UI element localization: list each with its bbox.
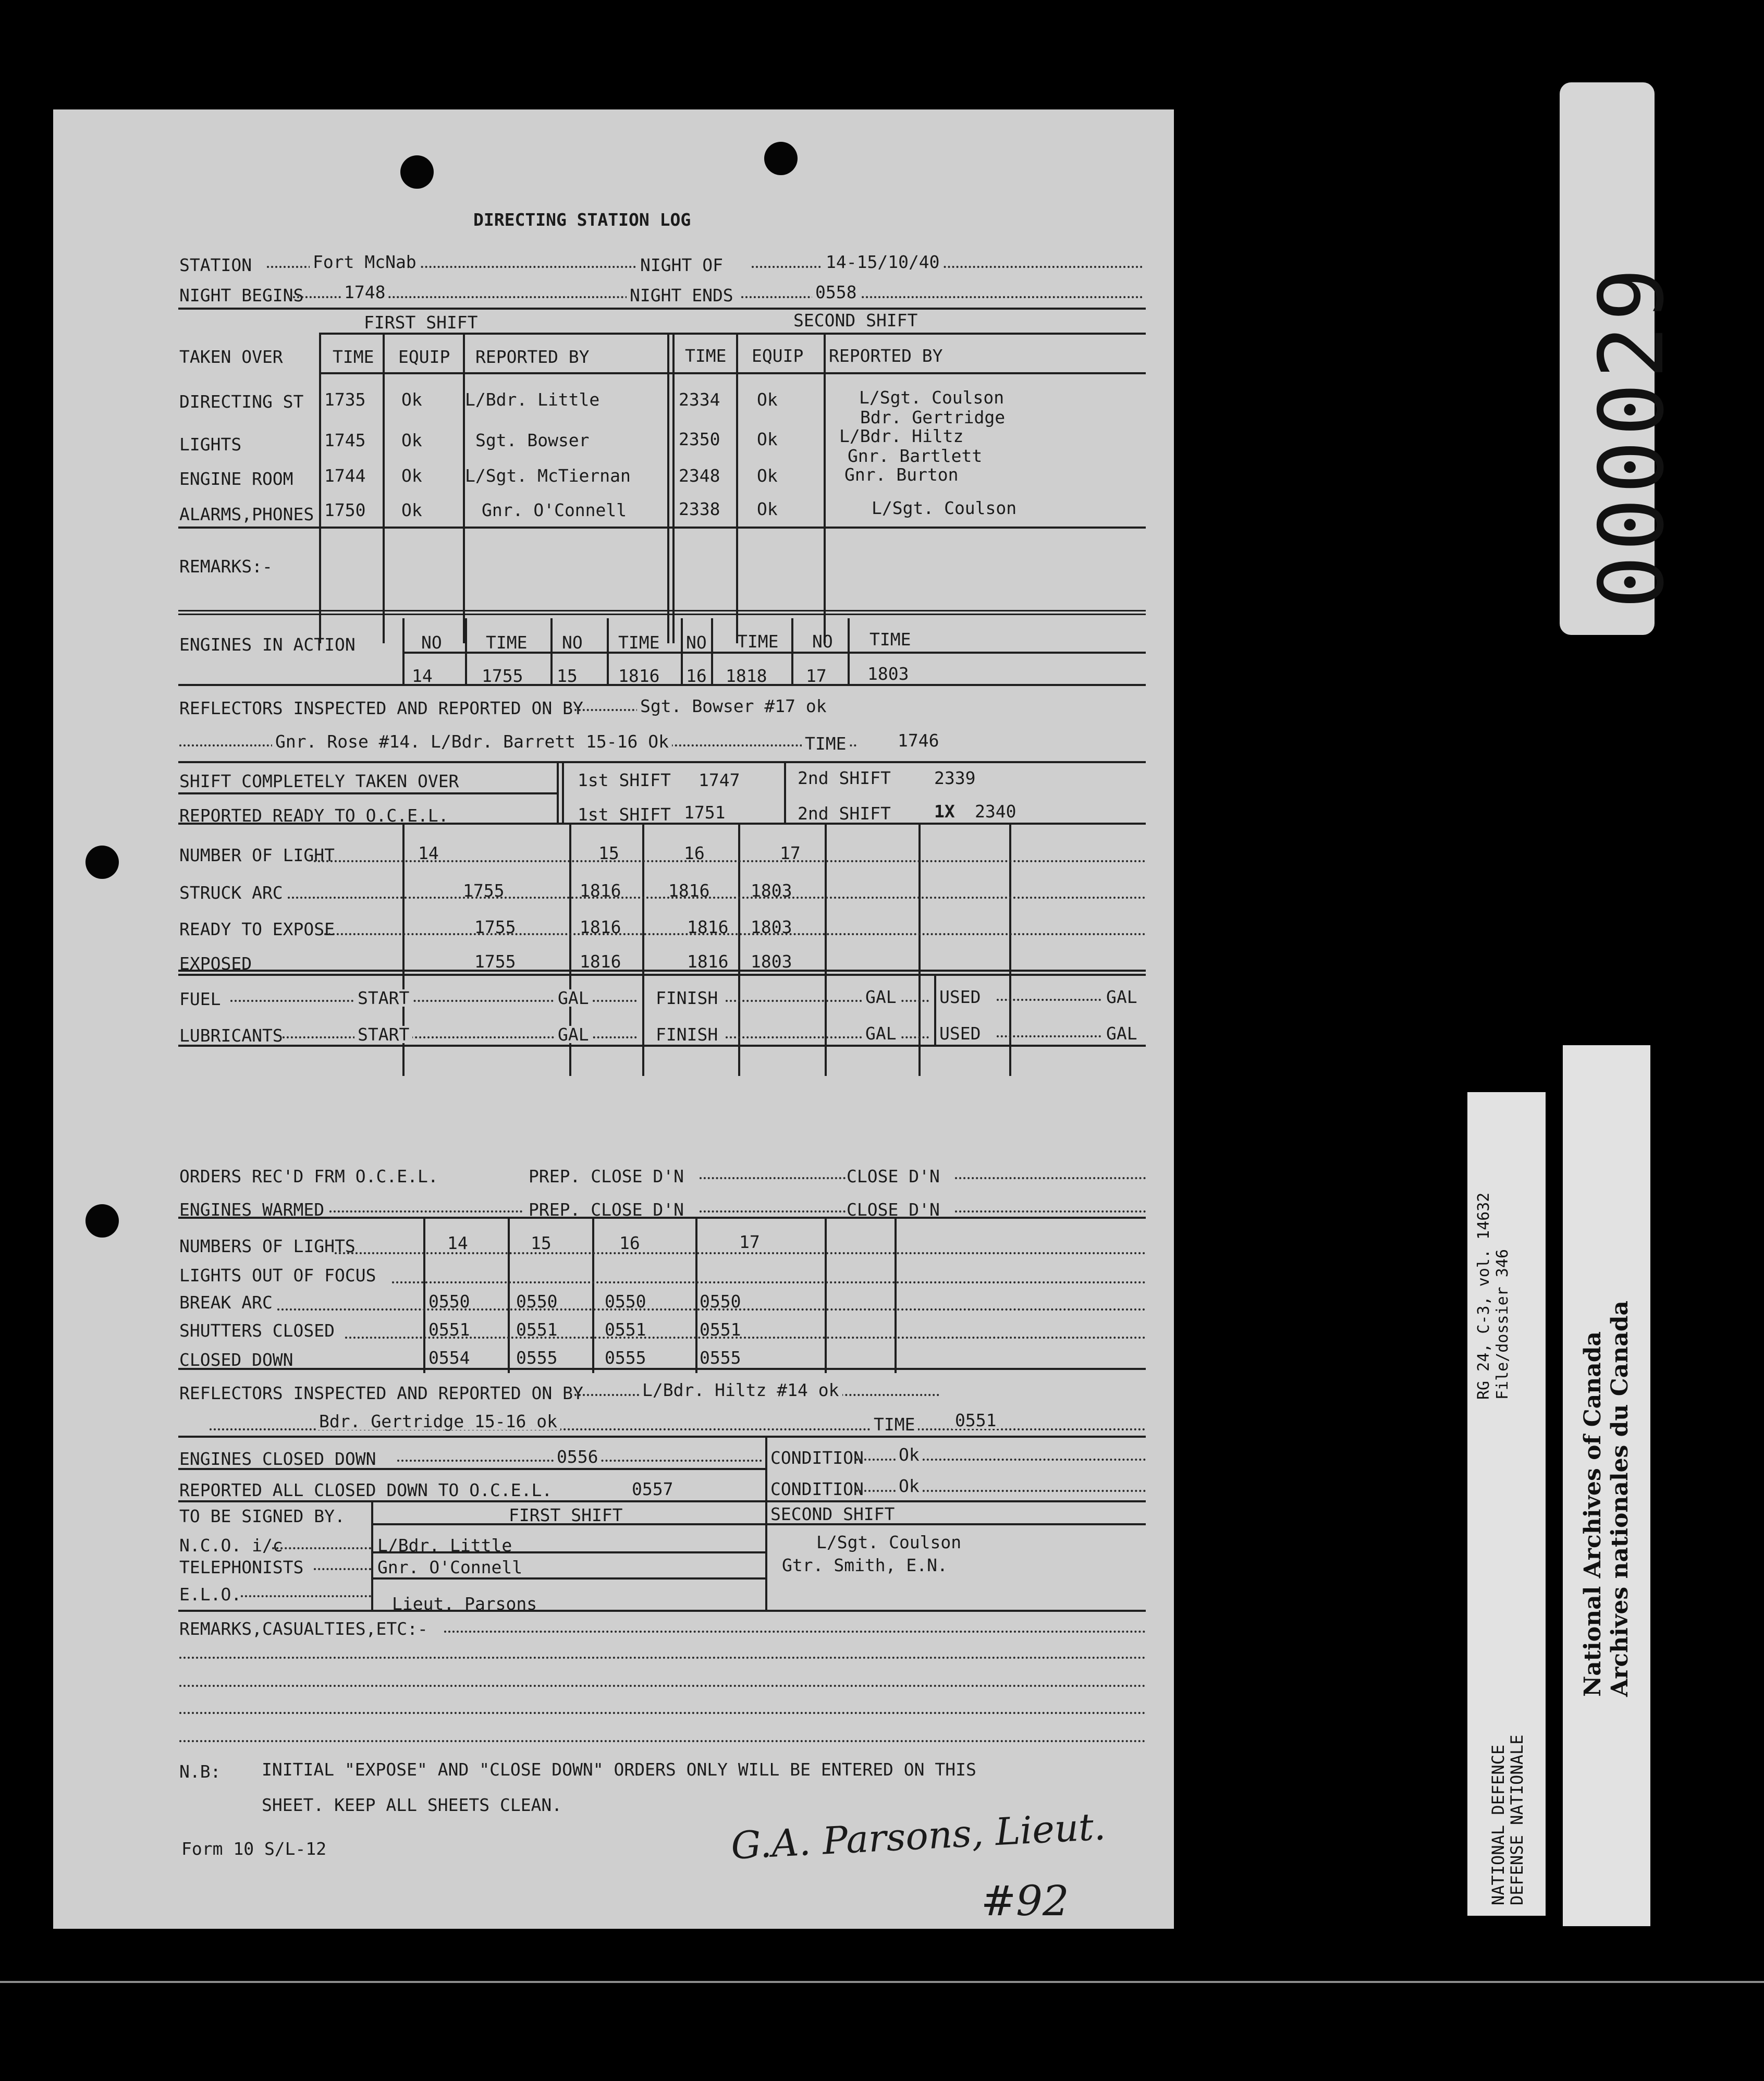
engine-time: 1803 (867, 664, 909, 684)
second-shift-header: SECOND SHIFT (793, 310, 918, 330)
dotted-leader (324, 933, 1146, 935)
rule (178, 527, 1146, 529)
row-equip-1: Ok (401, 389, 422, 410)
dotted-leader (179, 1740, 1146, 1742)
close-cell: 0551 (605, 1319, 646, 1340)
rule (178, 823, 1146, 825)
reflectors-time-label: TIME (802, 735, 849, 752)
dotted-leader (997, 1035, 1101, 1037)
signed-label: TO BE SIGNED BY. (179, 1506, 345, 1526)
rule (178, 970, 1146, 972)
lights-cell: 1816 (687, 951, 729, 972)
close-cell: 14 (447, 1233, 468, 1253)
col-divider (383, 333, 385, 643)
col-divider (848, 618, 850, 684)
reflectors-2-label: REFLECTORS INSPECTED AND REPORTED ON BY (179, 1383, 583, 1403)
col-divider (711, 618, 713, 684)
dotted-leader (741, 296, 1143, 298)
signer-first: Gnr. O'Connell (377, 1557, 523, 1577)
second-shift-taken: 2339 (934, 768, 976, 788)
rule (178, 761, 1146, 763)
dotted-leader (997, 999, 1101, 1001)
frame-edge (0, 1981, 1764, 1983)
condition-1-value: Ok (896, 1446, 923, 1463)
rule (178, 1500, 1146, 1502)
row-equip-1: Ok (401, 430, 422, 450)
engine-no: 16 (686, 666, 707, 686)
log-sheet (53, 109, 1174, 1929)
department-fr: DEFENSE NATIONALE (1507, 1734, 1527, 1905)
row-time-2: 2338 (679, 499, 720, 519)
lights-cell: 1755 (474, 917, 516, 937)
reflectors-2-by: L/Bdr. Hiltz #14 ok (639, 1381, 842, 1399)
lights-cell: 1816 (668, 880, 710, 901)
dotted-leader (955, 1210, 1146, 1213)
rule (178, 792, 557, 794)
reference-file: File/dossier 346 (1493, 1249, 1512, 1400)
signer-label: N.C.O. i/c (179, 1535, 283, 1556)
engines-warmed-label: ENGINES WARMED (179, 1199, 325, 1220)
col-divider (672, 333, 675, 643)
dotted-leader (700, 1177, 846, 1179)
engine-no: 14 (412, 666, 433, 686)
reflectors-label: REFLECTORS INSPECTED AND REPORTED ON BY (179, 698, 583, 718)
fuel-gal-label: GAL (555, 989, 592, 1007)
col-divider (423, 1217, 425, 1373)
punch-hole (764, 142, 798, 175)
close-cell: 0554 (428, 1348, 470, 1368)
row-time-1: 1745 (324, 430, 366, 450)
close-cell: 0550 (428, 1291, 470, 1312)
rule (178, 610, 1146, 615)
col-time-2: TIME (685, 346, 727, 366)
lights-cell: 1816 (687, 917, 729, 937)
dotted-leader (288, 897, 1146, 899)
col-divider (824, 333, 826, 643)
lights-cell: 1816 (580, 951, 621, 972)
condition-1-label: CONDITION (770, 1448, 864, 1468)
close-cell: 0551 (516, 1319, 558, 1340)
reflectors-by: Sgt. Bowser #17 ok (637, 697, 830, 715)
dotted-leader (272, 1547, 371, 1549)
engines-closed-value: 0556 (554, 1448, 601, 1465)
form-number: Form 10 S/L-12 (181, 1839, 327, 1859)
lubricants-label: LUBRICANTS (179, 1025, 283, 1046)
col-divider (607, 618, 609, 684)
col-divider (465, 618, 467, 684)
close-cell: 0555 (605, 1348, 646, 1368)
sign-first-shift-header: FIRST SHIFT (509, 1505, 623, 1525)
dotted-leader (335, 1252, 1146, 1254)
engine-no: 17 (806, 666, 827, 686)
dotted-leader (955, 1177, 1146, 1179)
reflectors-by-2: Gnr. Rose #14. L/Bdr. Barrett 15-16 Ok (272, 733, 672, 750)
close-cell: 0551 (700, 1319, 741, 1340)
lights-cell: 1755 (474, 951, 516, 972)
close-cell: 0550 (516, 1291, 558, 1312)
col-divider (895, 1217, 897, 1373)
col-divider (765, 1436, 767, 1500)
row-reported-1: L/Bdr. Little (465, 389, 600, 410)
col-divider (592, 1217, 594, 1373)
row-time-2: 2334 (679, 389, 720, 410)
row-equip-1: Ok (401, 466, 422, 486)
station-value: Fort McNab (310, 253, 420, 271)
col-time-1: TIME (333, 347, 374, 367)
row-time-2: 2348 (679, 466, 720, 486)
nb-line-1: INITIAL "EXPOSE" AND "CLOSE DOWN" ORDERS ONLY WILL BE ENTERED ON THIS (262, 1759, 976, 1780)
nb-line-2: SHEET. KEEP ALL SHEETS CLEAN. (262, 1795, 562, 1815)
rule (319, 333, 1146, 335)
lights-cell: 17 (780, 843, 801, 863)
rule (178, 308, 1146, 310)
engines-warmed-prep-label: PREP. CLOSE D'N (529, 1199, 684, 1220)
shift-taken-label: SHIFT COMPLETELY TAKEN OVER (179, 771, 459, 791)
col-divider (463, 333, 465, 643)
row-equip-2: Ok (757, 499, 778, 519)
nb-label: N.B: (179, 1761, 221, 1782)
fuel-label: FUEL (179, 989, 221, 1009)
lights-cell: 14 (418, 843, 439, 863)
row-reported-1: Sgt. Bowser (475, 430, 590, 450)
remarks-casualties-label: REMARKS,CASUALTIES,ETC:- (179, 1619, 428, 1639)
department-en: NATIONAL DEFENCE (1488, 1744, 1508, 1905)
first-shift-ready-label: 1st SHIFT (578, 804, 671, 825)
lights-cell: 1803 (751, 917, 792, 937)
ready-strikeout: 1X (934, 801, 955, 822)
lights-row-label: NUMBER OF LIGHT (179, 845, 335, 865)
row-equip-2: Ok (757, 429, 778, 449)
close-cell: 15 (531, 1233, 552, 1253)
night-begins-value: 1748 (341, 284, 388, 301)
row-reported-2: L/Sgt. Coulson (872, 498, 1017, 518)
row-label: ENGINE ROOM (179, 469, 293, 489)
engine-no-header: NO (686, 632, 707, 653)
rule (178, 1045, 1146, 1047)
night-ends-value: 0558 (812, 284, 860, 301)
archives-name-en: National Archives of Canada (1579, 1331, 1606, 1697)
rule (371, 1523, 1146, 1525)
rule (178, 1468, 765, 1470)
col-equip-2: EQUIP (752, 346, 804, 366)
dotted-leader (179, 1712, 1146, 1714)
engine-time-header: TIME (869, 629, 911, 650)
row-reported-2b: Gnr. Bartlett (848, 446, 983, 466)
dotted-leader (314, 1568, 371, 1570)
row-time-1: 1750 (324, 500, 366, 520)
orders-prep-close-label: PREP. CLOSE D'N (529, 1166, 684, 1186)
signer-second: L/Sgt. Coulson (816, 1532, 962, 1552)
dotted-leader (329, 1210, 522, 1213)
row-time-1: 1735 (324, 389, 366, 410)
engine-no: 15 (557, 666, 578, 686)
close-cell: 0550 (605, 1291, 646, 1312)
row-reported-1: Gnr. O'Connell (482, 500, 627, 520)
lights-cell: 15 (598, 843, 619, 863)
dotted-leader (179, 1685, 1146, 1687)
rule (402, 652, 1146, 654)
second-shift-ready-label: 2nd SHIFT (798, 803, 891, 824)
col-divider (765, 1500, 767, 1610)
close-cell: 0551 (428, 1319, 470, 1340)
dotted-leader (345, 1337, 1146, 1339)
lubricants-start-label: START (354, 1026, 412, 1043)
col-equip-1: EQUIP (398, 347, 450, 367)
rule (178, 1610, 1146, 1612)
engine-no-header: NO (421, 632, 442, 653)
second-shift-ready: 2340 (975, 801, 1016, 822)
first-shift-taken: 1747 (699, 770, 740, 790)
engine-no-header: NO (562, 632, 583, 653)
close-cell: 0555 (516, 1348, 558, 1368)
station-label: STATION (179, 255, 252, 275)
dotted-leader (752, 266, 1143, 268)
lights-cell: 1803 (751, 880, 792, 901)
rule (178, 1436, 1146, 1438)
orders-label: ORDERS REC'D FRM O.C.E.L. (179, 1166, 438, 1186)
close-cell: 17 (739, 1232, 760, 1252)
first-shift-taken-label: 1st SHIFT (578, 770, 671, 790)
reflectors-2-time-label: TIME (871, 1416, 918, 1433)
night-of-value: 14-15/10/40 (823, 253, 943, 271)
dotted-leader (277, 1308, 1146, 1311)
punch-hole (85, 1204, 119, 1238)
lights-row-label: STRUCK ARC (179, 883, 283, 903)
signer-first: L/Bdr. Little (377, 1535, 512, 1556)
fuel-finish-label: FINISH (653, 989, 721, 1007)
col-divider (825, 1217, 827, 1373)
lights-row-label: EXPOSED (179, 953, 252, 974)
col-divider (934, 975, 936, 1045)
row-reported-1: L/Sgt. McTiernan (465, 466, 631, 486)
frame-counter (1560, 82, 1684, 635)
orders-close-label: CLOSE D'N (847, 1166, 940, 1186)
fuel-start-label: START (354, 989, 412, 1007)
dotted-leader (179, 1657, 1146, 1659)
row-label: LIGHTS (179, 434, 242, 455)
reported-ready-label: REPORTED READY TO O.C.E.L. (179, 805, 449, 826)
col-divider (508, 1217, 510, 1373)
col-divider (371, 1500, 373, 1610)
engine-time: 1816 (618, 666, 660, 686)
fuel-gal-label: GAL (862, 988, 900, 1006)
col-divider (736, 333, 738, 643)
rule (371, 1577, 765, 1580)
dotted-leader (444, 1631, 1146, 1633)
dotted-leader (241, 1595, 371, 1597)
night-begins-label: NIGHT BEGINS (179, 285, 304, 305)
engines-label: ENGINES IN ACTION (179, 634, 356, 655)
dotted-leader (700, 1210, 846, 1213)
lubricants-finish-label: FINISH (653, 1026, 721, 1043)
signer-second: Gtr. Smith, E.N. (782, 1555, 948, 1575)
first-shift-ready: 1751 (684, 802, 726, 823)
close-cell: 16 (619, 1233, 640, 1253)
col-divider (667, 333, 669, 643)
row-reported-2b: Bdr. Gertridge (860, 407, 1006, 427)
engine-time: 1755 (482, 666, 523, 686)
fuel-gal-label: GAL (1106, 987, 1137, 1007)
dotted-leader (314, 860, 1146, 862)
reflectors-2-by-2: Bdr. Gertridge 15-16 ok (316, 1413, 560, 1430)
engines-closed-label: ENGINES CLOSED DOWN (179, 1449, 376, 1469)
rule (319, 372, 1146, 374)
rule (178, 684, 1146, 686)
row-time-1: 1744 (324, 466, 366, 486)
dotted-leader (392, 1281, 1146, 1283)
engines-warmed-close-label: CLOSE D'N (847, 1199, 940, 1220)
col-divider (642, 975, 644, 1045)
rule (178, 1217, 1146, 1219)
col-divider (681, 618, 683, 684)
page-mark: #92 (981, 1877, 1069, 1925)
col-divider (402, 618, 405, 684)
reflectors-2-time: 0551 (952, 1412, 999, 1429)
reported-closed-value: 0557 (632, 1479, 673, 1499)
col-divider (319, 333, 321, 643)
close-cell: 0555 (700, 1348, 741, 1368)
lights-row-label: READY TO EXPOSE (179, 919, 335, 939)
signature: G.A. Parsons, Lieut. (730, 1804, 1107, 1868)
signer-first: Lieut. Parsons (392, 1594, 537, 1614)
row-equip-1: Ok (401, 500, 422, 520)
close-row-label: NUMBERS OF LIGHTS (179, 1236, 356, 1256)
col-divider (791, 618, 793, 684)
row-label: ALARMS,PHONES (179, 504, 314, 524)
condition-2-label: CONDITION (770, 1479, 864, 1499)
row-label: DIRECTING ST (179, 391, 304, 412)
close-row-label: CLOSED DOWN (179, 1350, 293, 1370)
lights-cell: 1816 (580, 917, 621, 937)
engine-time-header: TIME (618, 632, 660, 653)
condition-2-value: Ok (896, 1477, 923, 1495)
reflectors-time: 1746 (898, 730, 939, 751)
row-reported-2: L/Bdr. Hiltz (839, 426, 964, 446)
frame-number: 000029 (1581, 263, 1684, 609)
first-shift-header: FIRST SHIFT (364, 312, 478, 333)
close-row-label: BREAK ARC (179, 1292, 273, 1313)
col-divider (550, 618, 553, 684)
close-row-label: LIGHTS OUT OF FOCUS (179, 1265, 376, 1286)
rule (178, 974, 1146, 976)
night-ends-label: NIGHT ENDS (627, 287, 737, 304)
lubricants-used-label: USED (939, 1023, 981, 1044)
fuel-used-label: USED (939, 987, 981, 1007)
reference-volume: RG 24, C-3, vol. 14632 (1475, 1192, 1493, 1400)
engine-no-header: NO (812, 631, 833, 652)
lights-cell: 1803 (751, 951, 792, 972)
archives-strip (1563, 1045, 1650, 1926)
close-cell: 0550 (700, 1291, 741, 1312)
night-of-label: NIGHT OF (637, 256, 726, 274)
row-time-2: 2350 (679, 429, 720, 449)
col-divider (695, 1217, 697, 1373)
rule (371, 1551, 765, 1553)
col-divider (562, 761, 564, 823)
row-equip-2: Ok (757, 389, 778, 410)
signer-label: E.L.O. (179, 1584, 242, 1605)
col-reported-by-2: REPORTED BY (829, 346, 943, 366)
lubricants-gal-label: GAL (1106, 1023, 1137, 1044)
remarks-label: REMARKS:- (179, 556, 273, 577)
signer-label: TELEPHONISTS (179, 1557, 304, 1577)
col-divider (557, 761, 559, 823)
second-shift-taken-label: 2nd SHIFT (798, 768, 891, 788)
engine-time-header: TIME (737, 631, 779, 652)
col-reported-by-1: REPORTED BY (475, 347, 590, 367)
taken-over-label: TAKEN OVER (179, 347, 283, 367)
punch-hole (85, 846, 119, 879)
reported-closed-label: REPORTED ALL CLOSED DOWN TO O.C.E.L. (179, 1480, 553, 1500)
lights-cell: 1755 (463, 880, 505, 901)
sign-second-shift-header: SECOND SHIFT (770, 1504, 895, 1524)
punch-hole (400, 155, 434, 189)
engine-time: 1818 (726, 666, 767, 686)
archives-name-fr: Archives nationales du Canada (1607, 1300, 1633, 1697)
rule (178, 1368, 1146, 1370)
row-reported-2: L/Sgt. Coulson (859, 387, 1005, 408)
row-reported-2: Gnr. Burton (844, 464, 959, 485)
lights-cell: 1816 (580, 880, 621, 901)
col-divider (784, 761, 786, 823)
reference-strip (1467, 1092, 1546, 1916)
lubricants-gal-label: GAL (862, 1025, 900, 1042)
lubricants-gal-label: GAL (555, 1026, 592, 1043)
close-row-label: SHUTTERS CLOSED (179, 1320, 335, 1341)
row-equip-2: Ok (757, 466, 778, 486)
form-title: DIRECTING STATION LOG (473, 210, 691, 230)
lights-cell: 16 (684, 843, 705, 863)
engine-time-header: TIME (486, 632, 528, 653)
